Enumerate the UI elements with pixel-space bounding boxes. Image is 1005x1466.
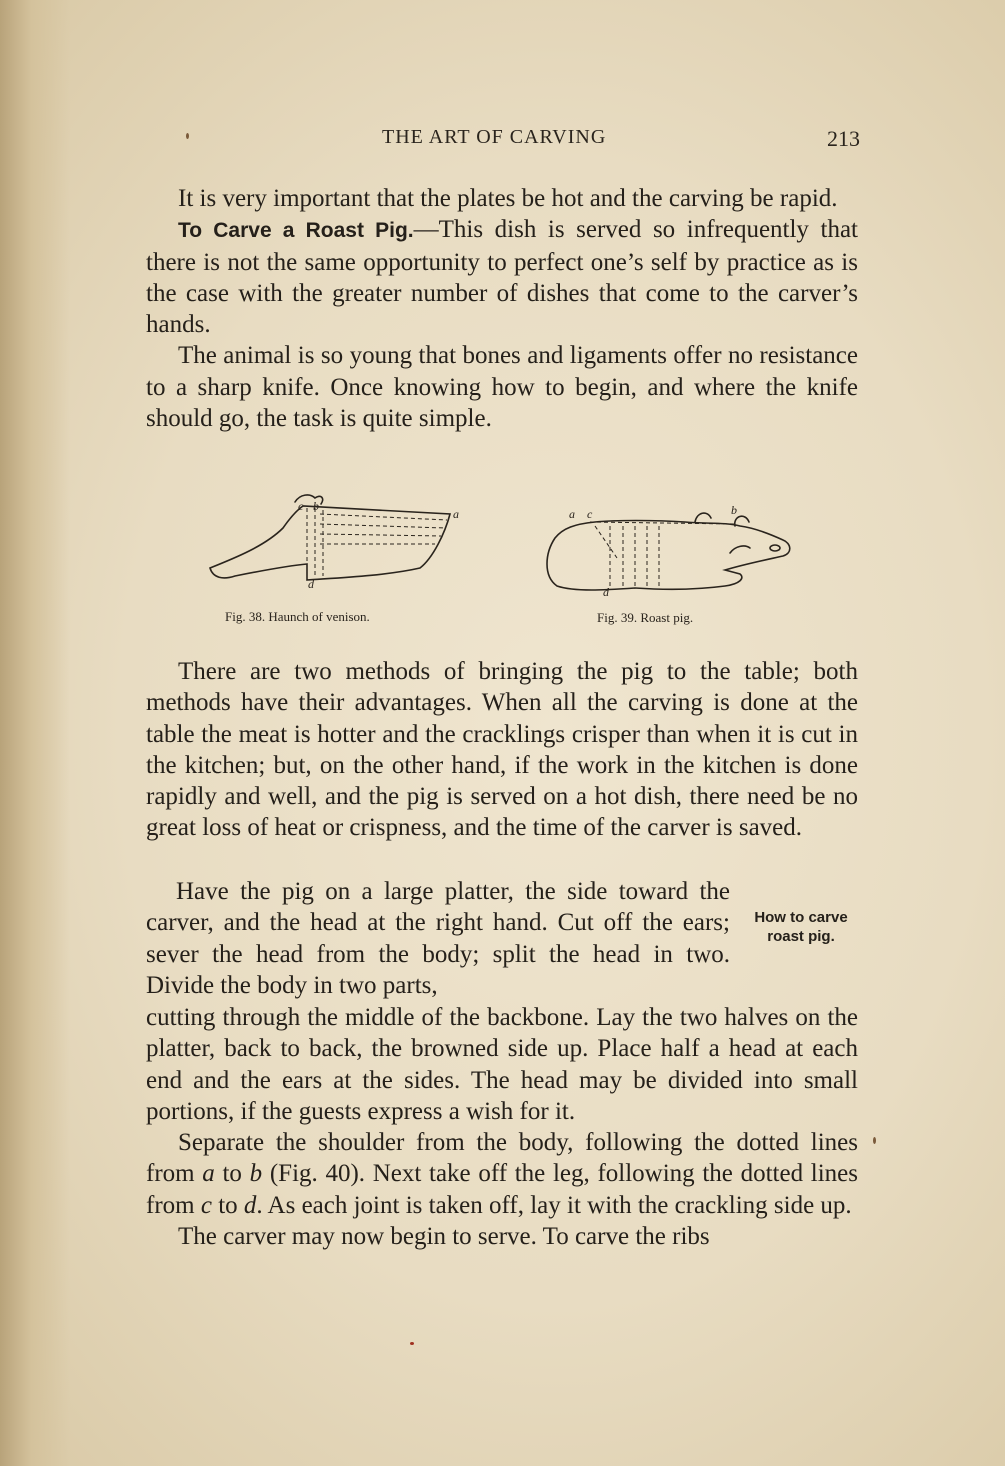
paragraph-animal-young: The animal is so young that bones and ligaments offer no resistance to a sharp knife. Once knowing how to begin, and where the knife should go, the task is quite simple. bbox=[146, 342, 858, 433]
paragraph-separate-shoulder bbox=[146, 1127, 858, 1221]
section-heading: To Carve a Roast Pig. bbox=[178, 219, 414, 243]
roast-pig-illustration bbox=[535, 498, 805, 598]
label-d: d bbox=[603, 585, 609, 598]
text-run: Separate the shoulder from the body, following the dotted lines from bbox=[146, 1129, 858, 1188]
paper-speck bbox=[186, 133, 189, 139]
paper-speck bbox=[410, 1342, 414, 1345]
label-d: d bbox=[308, 577, 314, 591]
haunch-of-venison-illustration bbox=[195, 488, 475, 598]
label-d: d bbox=[243, 1191, 257, 1219]
caption-fig-38: Fig. 38. Haunch of venison. bbox=[225, 609, 370, 624]
running-title: THE ART OF CARVING bbox=[382, 126, 607, 148]
paper-speck bbox=[873, 1137, 876, 1144]
label-a: a bbox=[453, 507, 459, 521]
caption-fig-39: Fig. 39. Roast pig. bbox=[597, 610, 694, 625]
label-b: b bbox=[731, 503, 737, 517]
paragraph-platter-continued: cutting through the middle of the backbone. Lay the two halves on the platter, back to back, the browned side up. Place half a head at each end and the ears at the sides. The head may be divided into small portions, if the guests express a wish for it. bbox=[146, 1004, 858, 1125]
label-b: b bbox=[313, 499, 319, 513]
text-wrap-margin bbox=[146, 876, 730, 1001]
text-run: to bbox=[214, 1160, 250, 1188]
page-number: 213 bbox=[827, 126, 860, 151]
figure-roast-pig bbox=[535, 498, 805, 628]
page-gutter-shadow bbox=[0, 0, 70, 1466]
text-top bbox=[146, 183, 858, 434]
running-head bbox=[150, 126, 860, 156]
label-c: c bbox=[200, 1191, 212, 1219]
paragraph-begin-serve: The carver may now begin to serve. To carve the ribs bbox=[178, 1223, 710, 1251]
label-a: a bbox=[569, 507, 575, 521]
paragraph-platter-start: Have the pig on a large platter, the side toward the carver, and the head at the right hand. Cut off the ears; sever the head from the body; split the head in two. Divide the body in two parts, bbox=[146, 878, 730, 999]
paragraph-text: —This dish is served so infrequently that there is not the same opportunity to perfect one’s self by practice as is the case with the greater number of dishes that come to the carver’s hands. bbox=[146, 216, 858, 339]
figure-row bbox=[195, 488, 815, 628]
text-run: . As each joint is taken off, lay it with the crackling side up. bbox=[256, 1191, 852, 1219]
figure-haunch-of-venison bbox=[195, 488, 475, 628]
label-c: c bbox=[587, 507, 593, 521]
paragraph-roast-pig-intro bbox=[146, 214, 858, 340]
label-c: c bbox=[298, 499, 304, 513]
paragraph-plates: It is very important that the plates be hot and the carving be rapid. bbox=[178, 185, 838, 212]
text-methods bbox=[146, 656, 858, 844]
text-bottom bbox=[146, 1002, 858, 1252]
margin-note: How to carve roast pig. bbox=[754, 909, 848, 945]
label-b: b bbox=[249, 1160, 263, 1188]
text-run: (Fig. 40). Next take off the leg, following the dotted lines from bbox=[146, 1160, 858, 1219]
label-a: a bbox=[202, 1160, 215, 1188]
paragraph-two-methods: There are two methods of bringing the pig to the table; both methods have their advantages. When all the carving is done at the table the meat is hotter and the cracklings crisper than when it is cut in the kitchen; but, on the other hand, if the work in the kitchen is done rapidly and well, and the pig is served on a hot dish, there need be no great loss of heat or crispness, and the time of the carver is saved. bbox=[146, 658, 858, 842]
text-run: to bbox=[211, 1191, 244, 1219]
